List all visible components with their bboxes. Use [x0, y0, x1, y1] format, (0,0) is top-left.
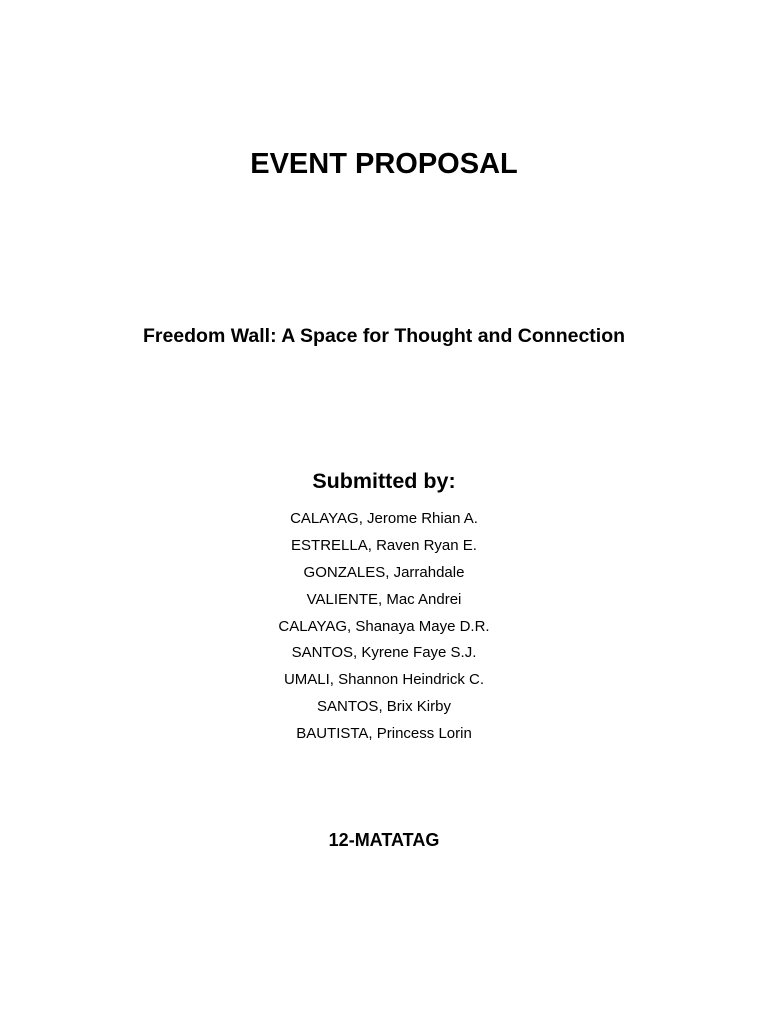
submitter-name: SANTOS, Kyrene Faye S.J.: [291, 644, 477, 662]
class-section: 12-MATATAG: [328, 830, 440, 850]
submitter-name: CALAYAG, Jerome Rhian A.: [290, 510, 478, 527]
submitter-name: GONZALES, Jarrahdale: [303, 563, 465, 581]
document-title: EVENT PROPOSAL: [250, 148, 518, 180]
submitter-name: ESTRELLA, Raven Ryan E.: [291, 536, 477, 554]
submitter-list: [0, 506, 768, 748]
event-subtitle: Freedom Wall: A Space for Thought and Connection: [142, 325, 626, 347]
submitter-name: VALIENTE, Mac Andrei: [306, 590, 462, 608]
submitter-name: UMALI, Shannon Heindrick C.: [283, 671, 485, 689]
submitter-name: CALAYAG, Shanaya Maye D.R.: [278, 617, 490, 635]
submitter-name: SANTOS, Brix Kirby: [317, 698, 451, 716]
submitted-by-heading: Submitted by:: [312, 469, 456, 493]
submitter-name: BAUTISTA, Princess Lorin: [296, 725, 472, 743]
